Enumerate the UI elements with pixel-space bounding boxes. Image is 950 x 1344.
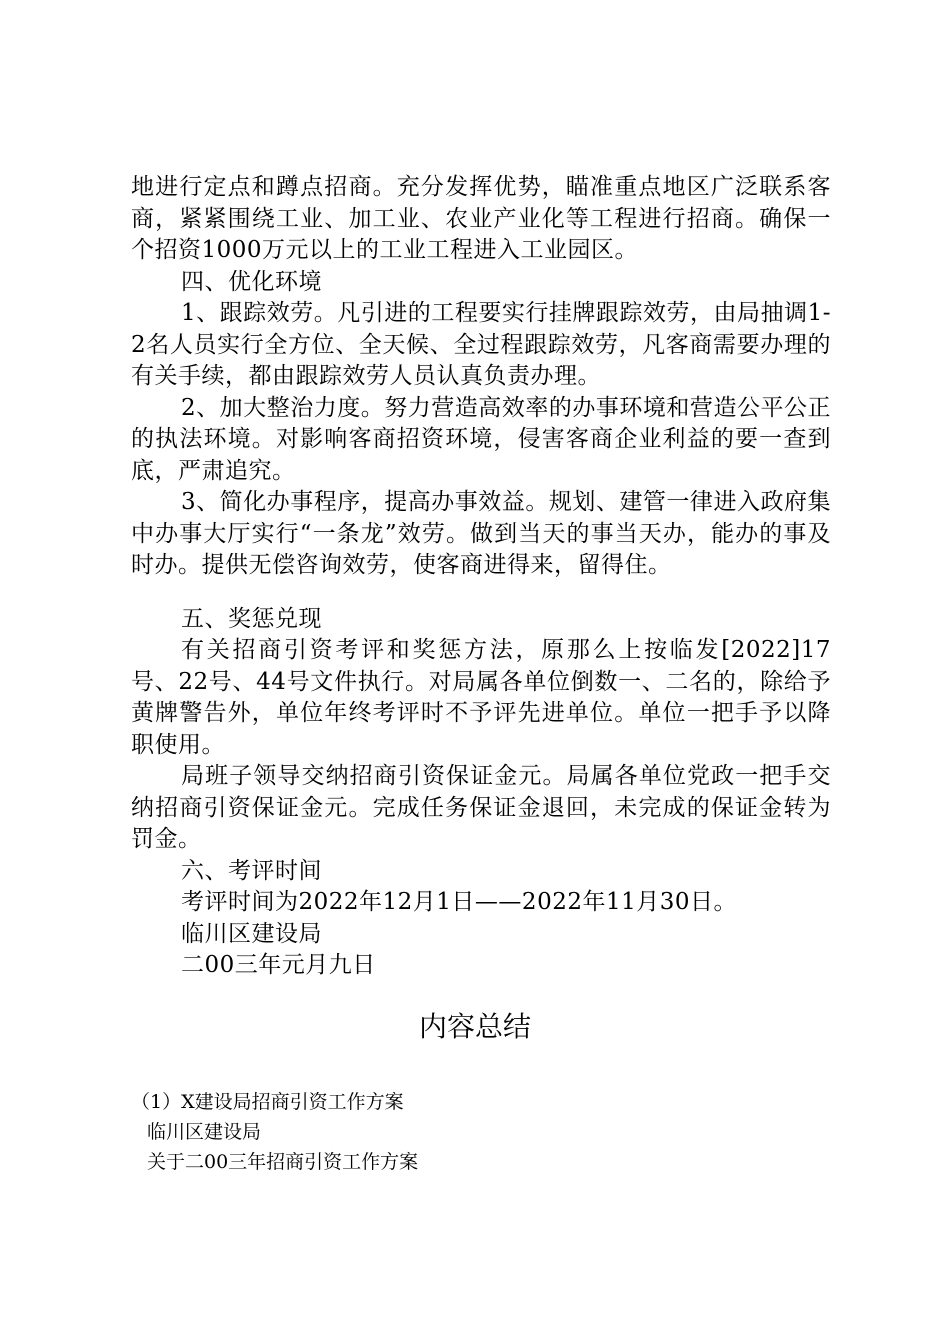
paragraph-evaluation-period: 考评时间为2022年12月1日——2022年11月30日。 (181, 889, 737, 915)
paragraph-investment-targets: 地进行定点和蹲点招商。充分发挥优势，瞄准重点地区广泛联系客商，紧紧围绕工业、加工业、农业产业化等工程进行招商。确保一个招资1000万元以上的工业工程进入工业园区。 (131, 174, 831, 263)
paragraph-simplify-procedures: 3、简化办事程序，提高办事效益。规划、建管一律进入政府集中办事大厅实行“一条龙”效劳。做到当天的事当天办，能办的事及时办。提供无偿咨询效劳，使客商进得来，留得住。 (131, 489, 831, 578)
section-heading-rewards: 五、奖惩兑现 (181, 605, 322, 632)
paragraph-tracking-service: 1、跟踪效劳。凡引进的工程要实行挂牌跟踪效劳，由局抽调1-2名人员实行全方位、全天候、全过程跟踪效劳，凡客商需要办理的有关手续，都由跟踪效劳人员认真负责办理。 (131, 300, 831, 389)
summary-item-title: （1）X建设局招商引资工作方案 (131, 1091, 404, 1113)
signature-organization: 临川区建设局 (181, 920, 322, 947)
document-body (131, 172, 831, 982)
signature-date: 二00三年元月九日 (181, 952, 376, 978)
summary-title: 内容总结 (418, 1010, 531, 1043)
paragraph-evaluation-rules: 有关招商引资考评和奖惩方法，原那么上按临发[2022]17号、22号、44号文件执行。对局属各单位倒数一、二名的，除给予黄牌警告外，单位年终考评时不予评先进单位。单位一把手予以降职使用。 (131, 637, 831, 758)
paragraph-deposit: 局班子领导交纳招商引资保证金元。局属各单位党政一把手交纳招商引资保证金元。完成任务保证金退回，未完成的保证金转为罚金。 (131, 763, 831, 852)
summary-section (131, 1087, 831, 1177)
paragraph-rectification: 2、加大整治力度。努力营造高效率的办事环境和营造公平公正的执法环境。对影响客商招资环境，侵害客商企业利益的要一查到底，严肃追究。 (131, 394, 831, 484)
section-heading-environment: 四、优化环境 (181, 268, 322, 295)
summary-item-subject: 关于二00三年招商引资工作方案 (147, 1151, 419, 1173)
section-heading-evaluation-time: 六、考评时间 (181, 857, 322, 884)
summary-item-organization: 临川区建设局 (147, 1121, 262, 1143)
paragraph-gap (131, 582, 831, 604)
